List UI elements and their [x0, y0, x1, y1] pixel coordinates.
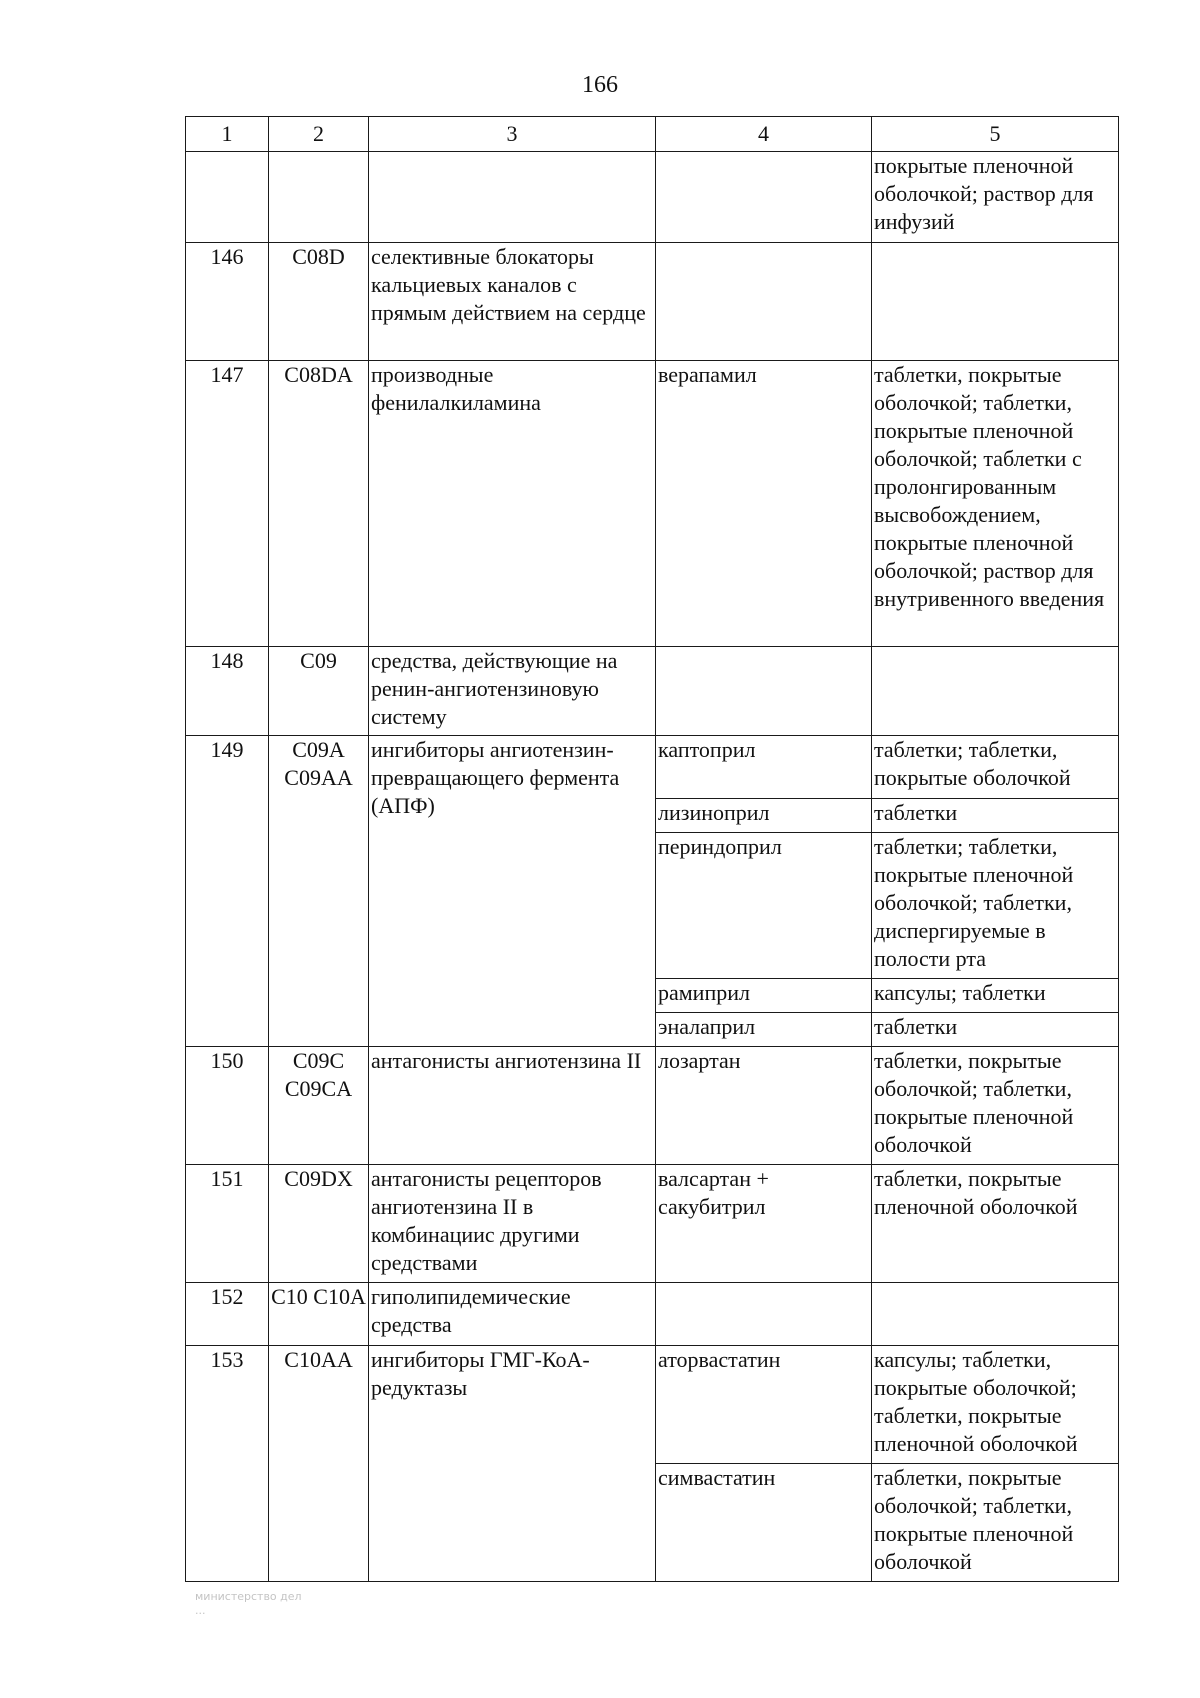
dosage-form: капсулы; таблетки, покрытые оболочкой; таблетки, покрытые пленочной оболочкой [872, 1346, 1119, 1464]
drug-name: валсартан + сакубитрил [656, 1165, 872, 1283]
table-row [186, 647, 1119, 736]
drug-name [656, 647, 872, 736]
col-header-2: 2 [269, 117, 369, 152]
drug-name [656, 152, 872, 243]
dosage-form: покрытые пленочной оболочкой; раствор для инфузий [872, 152, 1119, 243]
row-number: 147 [186, 361, 269, 647]
dosage-form: таблетки, покрытые оболочкой; таблетки, покрытые пленочной оболочкой; таблетки с пролонгированным высвобождением, покрытые пленочной оболочкой; раствор для внутривенного введения [872, 361, 1119, 647]
medicines-table [185, 116, 1119, 1582]
drug-name: симвастатин [656, 1464, 872, 1582]
dosage-form: таблетки; таблетки, покрытые оболочкой [872, 736, 1119, 799]
table-row [186, 152, 1119, 243]
atc-group: ингибиторы ГМГ-КоА-редуктазы [369, 1346, 656, 1582]
dosage-form [872, 1283, 1119, 1346]
atc-group: средства, действующие на ренин-ангиотензиновую систему [369, 647, 656, 736]
dosage-form: таблетки, покрытые оболочкой; таблетки, покрытые пленочной оболочкой [872, 1464, 1119, 1582]
table-row [186, 1283, 1119, 1346]
atc-group: ингибиторы ангиотензин-превращающего фермента (АПФ) [369, 736, 656, 1047]
atc-group [369, 152, 656, 243]
col-header-4: 4 [656, 117, 872, 152]
row-number [186, 152, 269, 243]
col-header-1: 1 [186, 117, 269, 152]
row-number: 146 [186, 243, 269, 361]
row-number: 153 [186, 1346, 269, 1582]
atc-code: C09C C09CA [269, 1047, 369, 1165]
atc-group: селективные блокаторы кальциевых каналов с прямым действием на сердце [369, 243, 656, 361]
header-row [186, 117, 1119, 152]
page-number: 166 [582, 72, 618, 98]
atc-code: C08DA [269, 361, 369, 647]
faded-stamp [195, 1590, 302, 1618]
drug-name [656, 243, 872, 361]
dosage-form: таблетки [872, 1013, 1119, 1047]
atc-code: C10AA [269, 1346, 369, 1582]
drug-name: лизиноприл [656, 799, 872, 833]
row-number: 148 [186, 647, 269, 736]
drug-name: эналаприл [656, 1013, 872, 1047]
col-header-3: 3 [369, 117, 656, 152]
table-row [186, 243, 1119, 361]
row-number: 151 [186, 1165, 269, 1283]
table-row [186, 361, 1119, 647]
atc-group: гиполипидемические средства [369, 1283, 656, 1346]
atc-group: производные фенилалкиламина [369, 361, 656, 647]
row-number: 149 [186, 736, 269, 1047]
dosage-form: капсулы; таблетки [872, 979, 1119, 1013]
dosage-form: таблетки [872, 799, 1119, 833]
atc-code: C09A C09AA [269, 736, 369, 1047]
dosage-form: таблетки, покрытые пленочной оболочкой [872, 1165, 1119, 1283]
atc-code: C09 [269, 647, 369, 736]
drug-name: рамиприл [656, 979, 872, 1013]
table-row [186, 1047, 1119, 1165]
stamp-line: ... [195, 1604, 206, 1617]
atc-code [269, 152, 369, 243]
dosage-form [872, 647, 1119, 736]
drug-name [656, 1283, 872, 1346]
drug-name: лозартан [656, 1047, 872, 1165]
drug-name: периндоприл [656, 833, 872, 979]
drug-name: каптоприл [656, 736, 872, 799]
row-number: 152 [186, 1283, 269, 1346]
drug-name: верапамил [656, 361, 872, 647]
dosage-form [872, 243, 1119, 361]
atc-code: C08D [269, 243, 369, 361]
table-row [186, 1346, 1119, 1464]
atc-group: антагонисты ангиотензина II [369, 1047, 656, 1165]
table-row [186, 1165, 1119, 1283]
stamp-line: министерство дел [195, 1590, 302, 1603]
atc-code: C10 C10A [269, 1283, 369, 1346]
drug-name: аторвастатин [656, 1346, 872, 1464]
atc-group: антагонисты рецепторов ангиотензина II в комбинациис другими средствами [369, 1165, 656, 1283]
atc-code: C09DX [269, 1165, 369, 1283]
table-row [186, 736, 1119, 799]
dosage-form: таблетки, покрытые оболочкой; таблетки, покрытые пленочной оболочкой [872, 1047, 1119, 1165]
dosage-form: таблетки; таблетки, покрытые пленочной оболочкой; таблетки, диспергируемые в полости рта [872, 833, 1119, 979]
col-header-5: 5 [872, 117, 1119, 152]
row-number: 150 [186, 1047, 269, 1165]
